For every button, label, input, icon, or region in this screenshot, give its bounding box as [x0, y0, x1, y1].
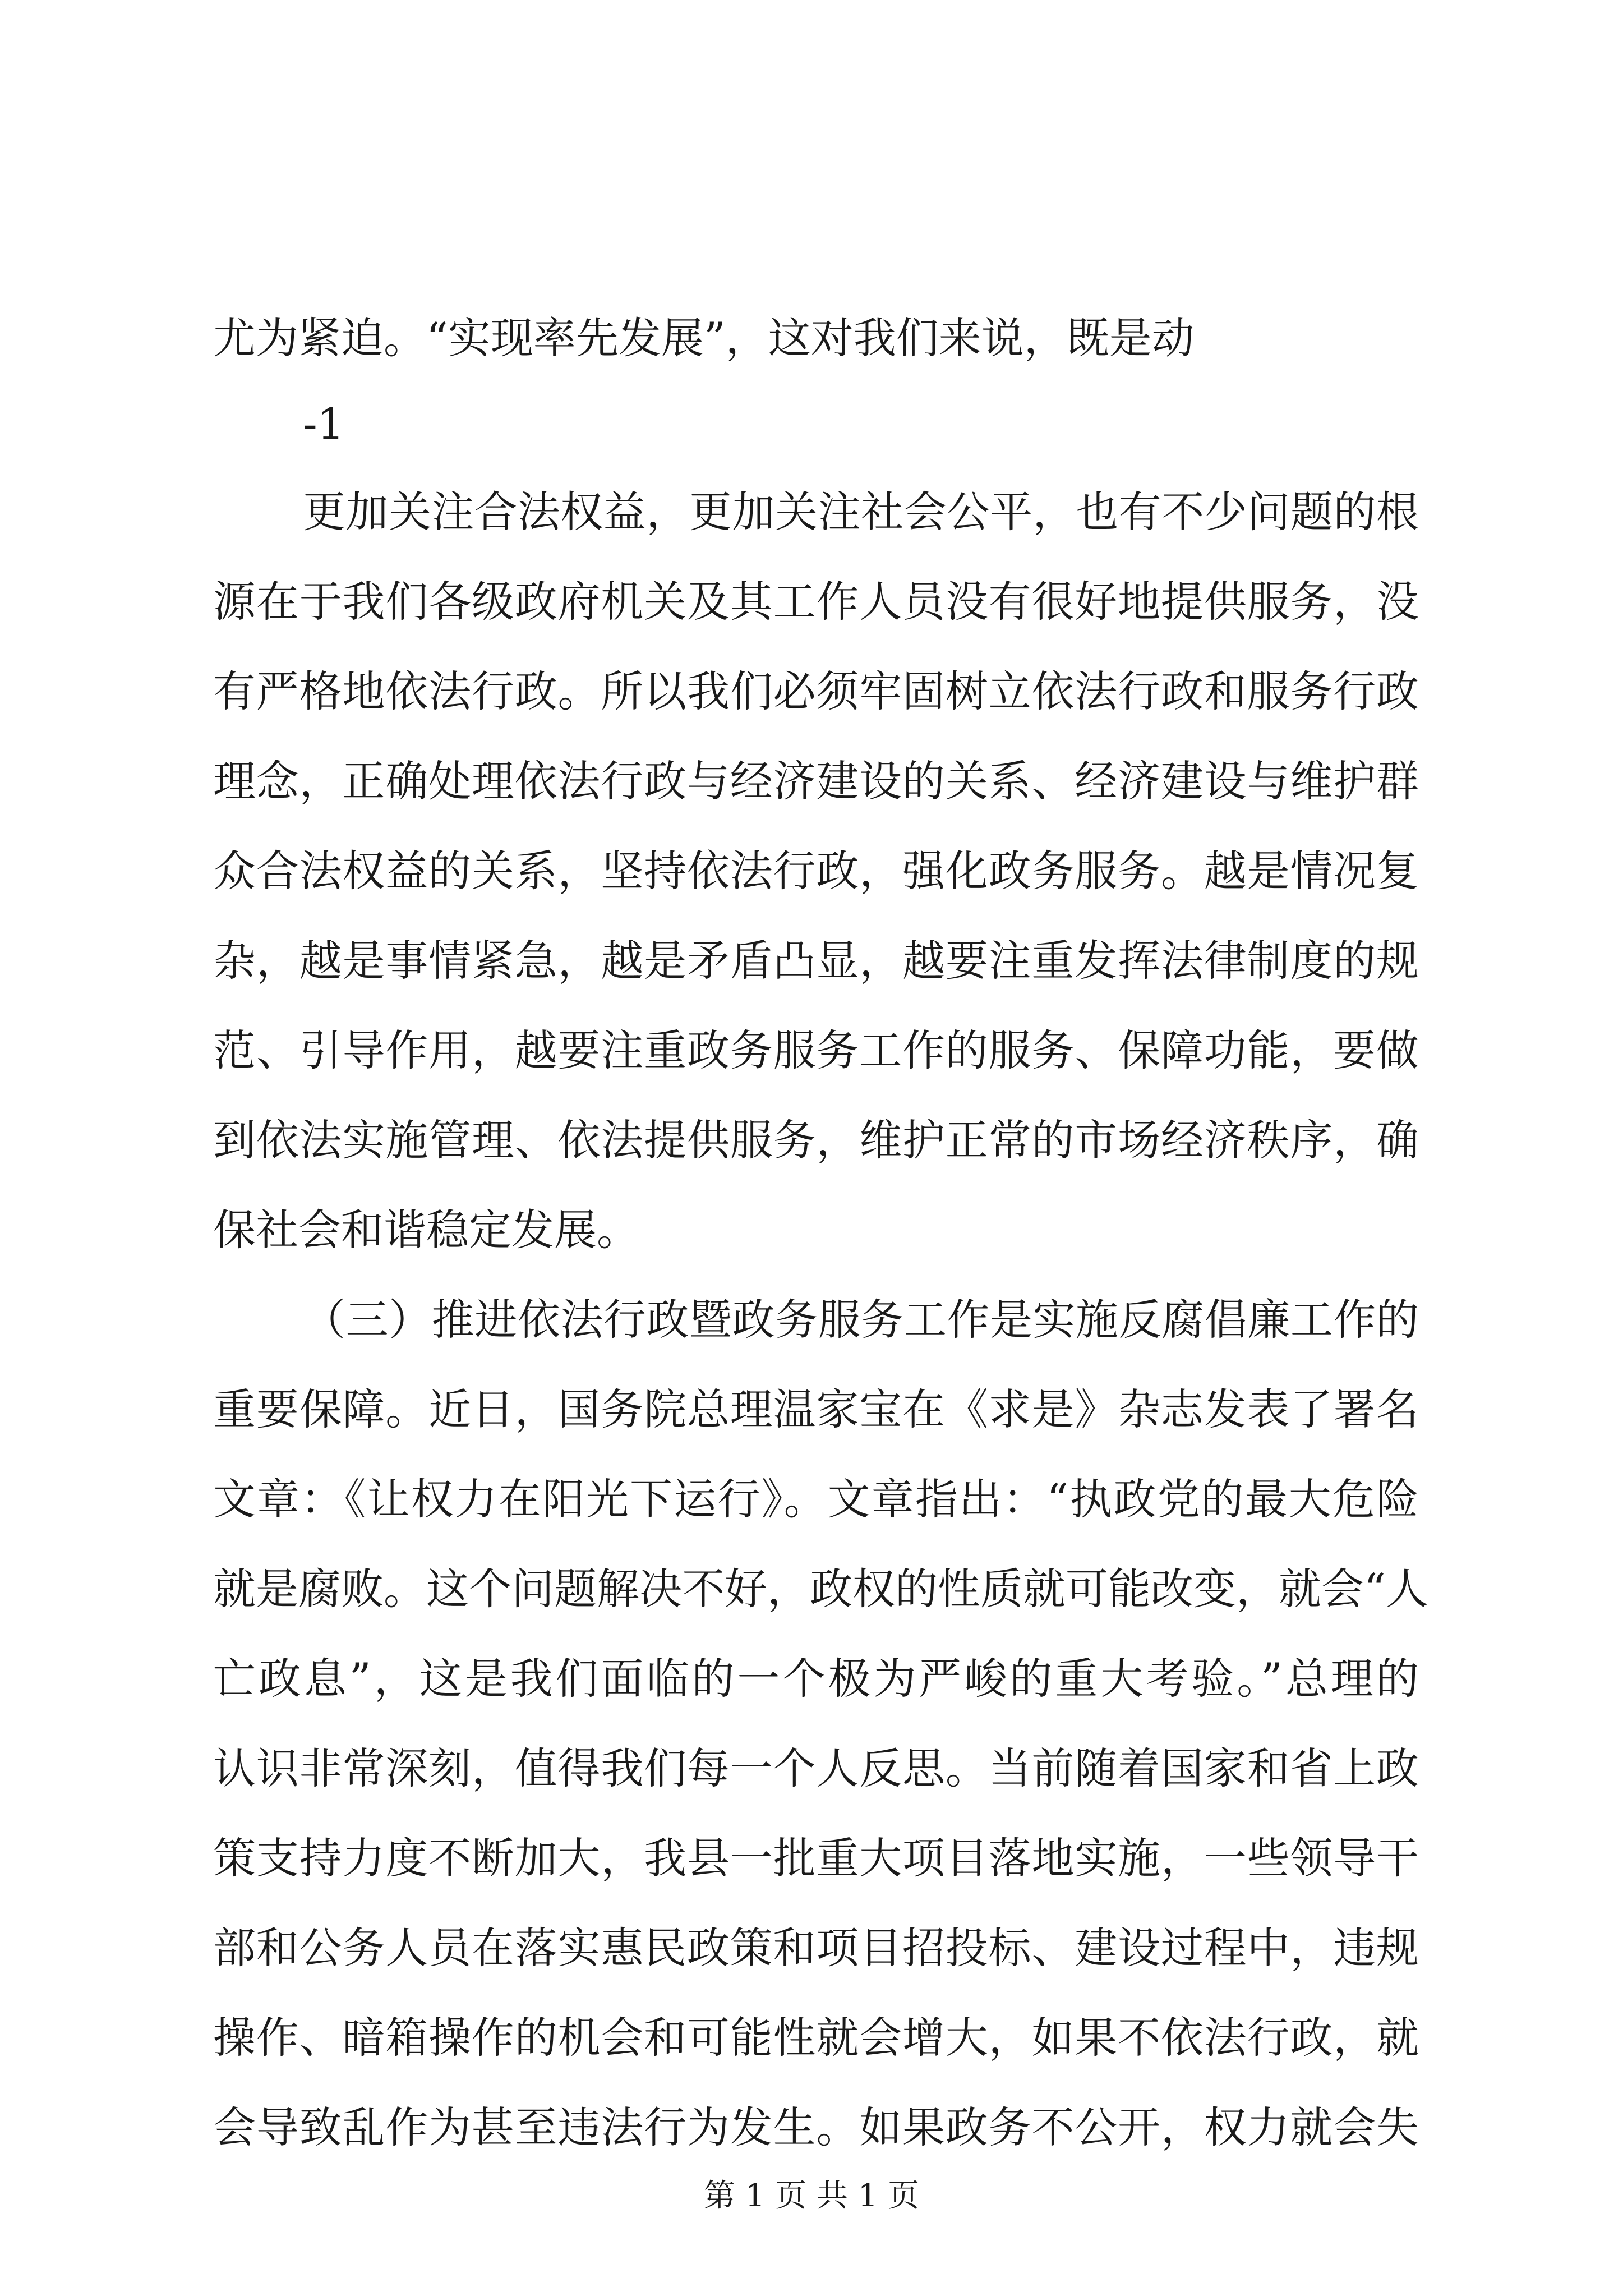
- text-line: 尤为紧迫。“实现率先发展”，这对我们来说，既是动: [213, 313, 1195, 363]
- text-line: 杂，越是事情紧急，越是矛盾凸显，越要注重发挥法律制度的规: [213, 936, 1419, 986]
- text-line: 重要保障。近日，国务院总理温家宝在《求是》杂志发表了署名: [213, 1384, 1419, 1434]
- page-footer: 第 1 页 共 1 页: [703, 2178, 920, 2214]
- text-line: 操作、暗箱操作的机会和可能性就会增大，如果不依法行政，就: [213, 2013, 1419, 2063]
- text-line: 范、引导作用，越要注重政务服务工作的服务、保障功能，要做: [213, 1025, 1419, 1075]
- text-line: 有严格地依法行政。所以我们必须牢固树立依法行政和服务行政: [213, 666, 1419, 716]
- text-line: 更加关注合法权益，更加关注社会公平，也有不少问题的根: [303, 487, 1419, 537]
- text-line: 亡政息”，这是我们面临的一个极为严峻的重大考验。”总理的: [213, 1654, 1419, 1704]
- text-line: 就是腐败。这个问题解决不好，政权的性质就可能改变，就会“人: [213, 1564, 1428, 1614]
- text-line: 认识非常深刻，值得我们每一个人反思。当前随着国家和省上政: [213, 1743, 1419, 1793]
- text-line: 众合法权益的关系，坚持依法行政，强化政务服务。越是情况复: [213, 846, 1419, 896]
- text-line: 理念，正确处理依法行政与经济建设的关系、经济建设与维护群: [213, 756, 1419, 806]
- text-line: （三）推进依法行政暨政务服务工作是实施反腐倡廉工作的: [303, 1295, 1419, 1345]
- text-line: 到依法实施管理、依法提供服务，维护正常的市场经济秩序，确: [213, 1115, 1419, 1165]
- text-line: 保社会和谐稳定发展。: [213, 1205, 639, 1255]
- text-line: 策支持力度不断加大，我县一批重大项目落地实施，一些领导干: [213, 1833, 1419, 1883]
- page-marker: -1: [303, 399, 345, 449]
- text-line: 会导致乱作为甚至违法行为发生。如果政务不公开，权力就会失: [213, 2102, 1419, 2152]
- text-line: 文章：《让权力在阳光下运行》。文章指出：“执政党的最大危险: [213, 1474, 1419, 1524]
- text-line: 部和公务人员在落实惠民政策和项目招投标、建设过程中，违规: [213, 1923, 1419, 1973]
- text-line: 源在于我们各级政府机关及其工作人员没有很好地提供服务，没: [213, 577, 1419, 627]
